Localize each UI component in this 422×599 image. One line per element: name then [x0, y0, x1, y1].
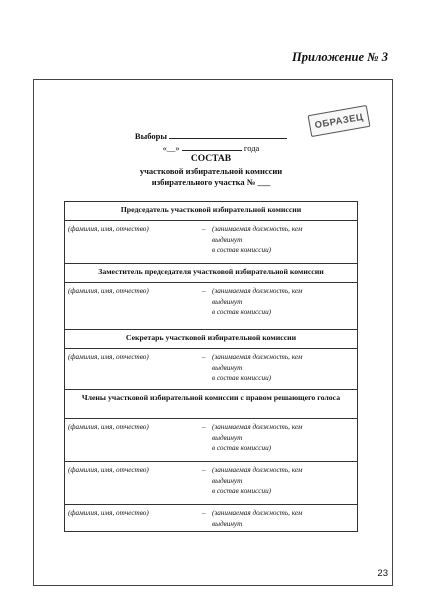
- position-placeholder: [212, 465, 342, 497]
- appendix-label: Приложение № 3: [292, 50, 388, 64]
- table-row: [65, 221, 357, 264]
- precinct-line: избирательного участка № ___: [151, 177, 271, 187]
- position-line: выдвинут: [212, 433, 243, 442]
- position-placeholder: [212, 224, 342, 256]
- name-placeholder: (фамилия, имя, отчество): [68, 423, 149, 431]
- elections-blank: [169, 129, 287, 139]
- position-line: (занимаемая должность, кем: [212, 287, 303, 295]
- position-line: в состав комиссии): [212, 374, 272, 382]
- date-line: [0, 141, 422, 154]
- dash: –: [202, 466, 206, 474]
- position-placeholder: [212, 508, 342, 529]
- position-line: в состав комиссии): [212, 487, 272, 495]
- table-row: [65, 283, 357, 330]
- position-line: выдвинут: [212, 297, 243, 306]
- dash: –: [202, 225, 206, 233]
- position-line: в состав комиссии): [212, 308, 272, 316]
- name-placeholder: (фамилия, имя, отчество): [68, 353, 149, 361]
- position-placeholder: [212, 422, 342, 454]
- section-secretary: Секретарь участковой избирательной комиссии: [65, 330, 357, 349]
- document-subtitle: участковой избирательной комиссии: [139, 166, 283, 176]
- position-line: выдвинут: [212, 363, 243, 372]
- position-line: (занимаемая должность, кем: [212, 466, 303, 474]
- name-placeholder: (фамилия, имя, отчество): [68, 509, 149, 517]
- date-suffix: года: [243, 143, 260, 153]
- position-line: в состав комиссии): [212, 444, 272, 452]
- dash: –: [202, 423, 206, 431]
- dash: –: [202, 287, 206, 295]
- page-number: 23: [377, 568, 388, 579]
- position-line: выдвинут: [212, 476, 243, 485]
- position-line: (занимаемая должность, кем: [212, 509, 303, 517]
- date-blank: [182, 141, 242, 151]
- table-row: [65, 505, 357, 532]
- date-prefix: «__»: [162, 143, 180, 153]
- position-placeholder: [212, 352, 342, 384]
- section-deputy: Заместитель председателя участковой избирательной комиссии: [65, 264, 357, 283]
- position-line: (занимаемая должность, кем: [212, 225, 303, 233]
- section-chairman: Председатель участковой избирательной комиссии: [65, 202, 357, 221]
- name-placeholder: (фамилия, имя, отчество): [68, 225, 149, 233]
- table-row: [65, 349, 357, 390]
- document-title: СОСТАВ: [190, 154, 232, 164]
- position-placeholder: [212, 286, 342, 318]
- table-row: [65, 462, 357, 505]
- position-line: выдвинут: [212, 519, 243, 528]
- sample-stamp: ОБРАЗЕЦ: [308, 105, 371, 137]
- name-placeholder: (фамилия, имя, отчество): [68, 287, 149, 295]
- composition-table: [64, 201, 358, 532]
- elections-label: Выборы: [134, 131, 167, 141]
- position-line: (занимаемая должность, кем: [212, 353, 303, 361]
- table-row: [65, 419, 357, 462]
- section-members: Члены участковой избирательной комиссии с правом решающего голоса: [65, 390, 357, 419]
- position-line: выдвинут: [212, 235, 243, 244]
- dash: –: [202, 509, 206, 517]
- position-line: в состав комиссии): [212, 246, 272, 254]
- dash: –: [202, 353, 206, 361]
- name-placeholder: (фамилия, имя, отчество): [68, 466, 149, 474]
- position-line: (занимаемая должность, кем: [212, 423, 303, 431]
